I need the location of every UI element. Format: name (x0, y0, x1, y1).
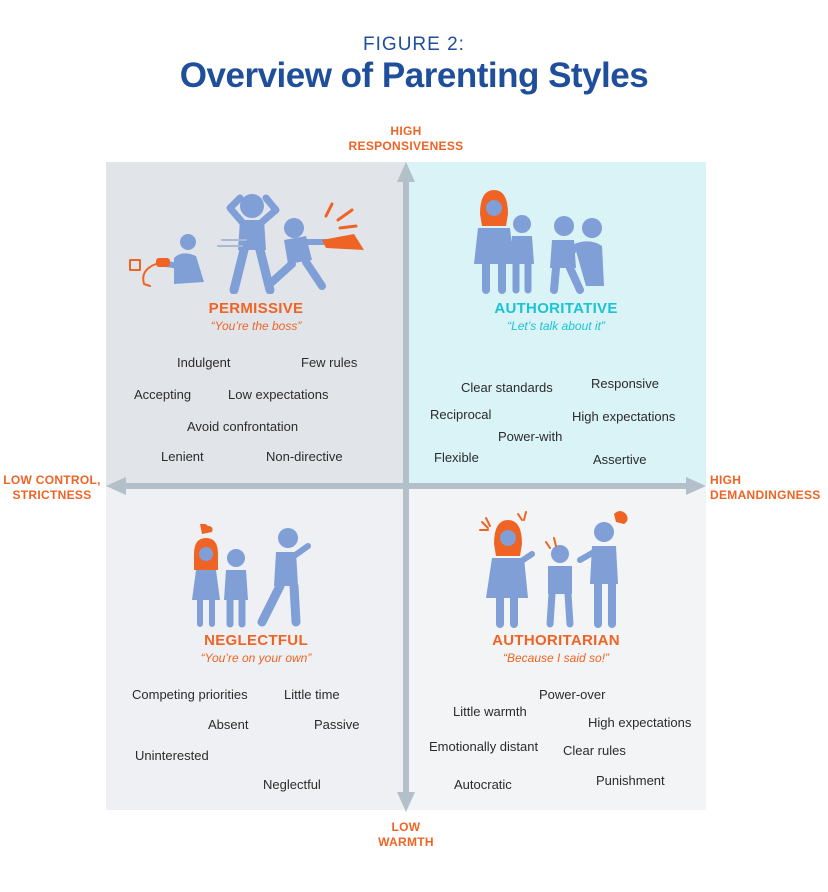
axis-label-top (340, 124, 472, 154)
trait: Punishment (596, 773, 665, 788)
authoritarian-family-illustration (476, 510, 636, 628)
trait: High expectations (588, 715, 692, 730)
style-name-authoritarian: AUTHORITARIAN (492, 632, 620, 649)
style-quote-permissive: “You’re the boss” (210, 319, 302, 333)
style-name-neglectful: NEGLECTFUL (204, 632, 308, 649)
neglectful-family-illustration (188, 524, 318, 628)
trait: Assertive (593, 452, 647, 467)
trait: Little warmth (453, 704, 527, 719)
axis-label-line: RESPONSIVENESS (348, 139, 464, 153)
axis-label-left (0, 473, 104, 503)
axis-label-line: WARMTH (378, 835, 434, 849)
permissive-family-illustration (126, 186, 382, 294)
trait: Flexible (434, 450, 479, 465)
trait: Non-directive (266, 449, 343, 464)
trait: Competing priorities (132, 687, 248, 702)
trait: Clear rules (563, 743, 626, 758)
axis-label-bottom (356, 820, 456, 850)
trait: Power-with (498, 429, 563, 444)
axis-label-line: DEMANDINGNESS (710, 488, 821, 502)
trait: Neglectful (263, 777, 321, 792)
axis-label-line: STRICTNESS (12, 488, 92, 502)
style-quote-authoritative: “Let’s talk about it” (507, 319, 605, 333)
axis-label-line: LOW (391, 820, 421, 834)
trait: Responsive (591, 376, 659, 391)
trait: Avoid confrontation (187, 419, 299, 434)
style-quote-authoritarian: “Because I said so!” (502, 651, 610, 665)
trait: Autocratic (454, 777, 512, 792)
style-name-permissive: PERMISSIVE (208, 300, 304, 317)
trait: Absent (208, 717, 249, 732)
style-name-authoritative: AUTHORITATIVE (494, 300, 618, 317)
style-quote-neglectful: “You’re on your own” (200, 651, 312, 665)
trait: High expectations (572, 409, 676, 424)
trait: Few rules (301, 355, 358, 370)
trait: Low expectations (228, 387, 329, 402)
trait: Clear standards (461, 380, 553, 395)
trait: Emotionally distant (429, 739, 539, 754)
trait: Reciprocal (430, 407, 492, 422)
axis-label-line: LOW CONTROL, (3, 473, 101, 487)
trait: Lenient (161, 449, 204, 464)
axis-label-line: HIGH (390, 124, 422, 138)
trait: Little time (284, 687, 340, 702)
authoritative-family-illustration (470, 186, 620, 294)
trait: Passive (314, 717, 360, 732)
page-title: Overview of Parenting Styles (179, 56, 649, 95)
axis-label-line: HIGH (710, 473, 742, 487)
figure-label: FIGURE 2: (363, 34, 465, 55)
trait: Indulgent (177, 355, 231, 370)
trait: Uninterested (135, 748, 209, 763)
trait: Power-over (539, 687, 606, 702)
axis-label-right (710, 473, 828, 503)
trait: Accepting (134, 387, 192, 402)
